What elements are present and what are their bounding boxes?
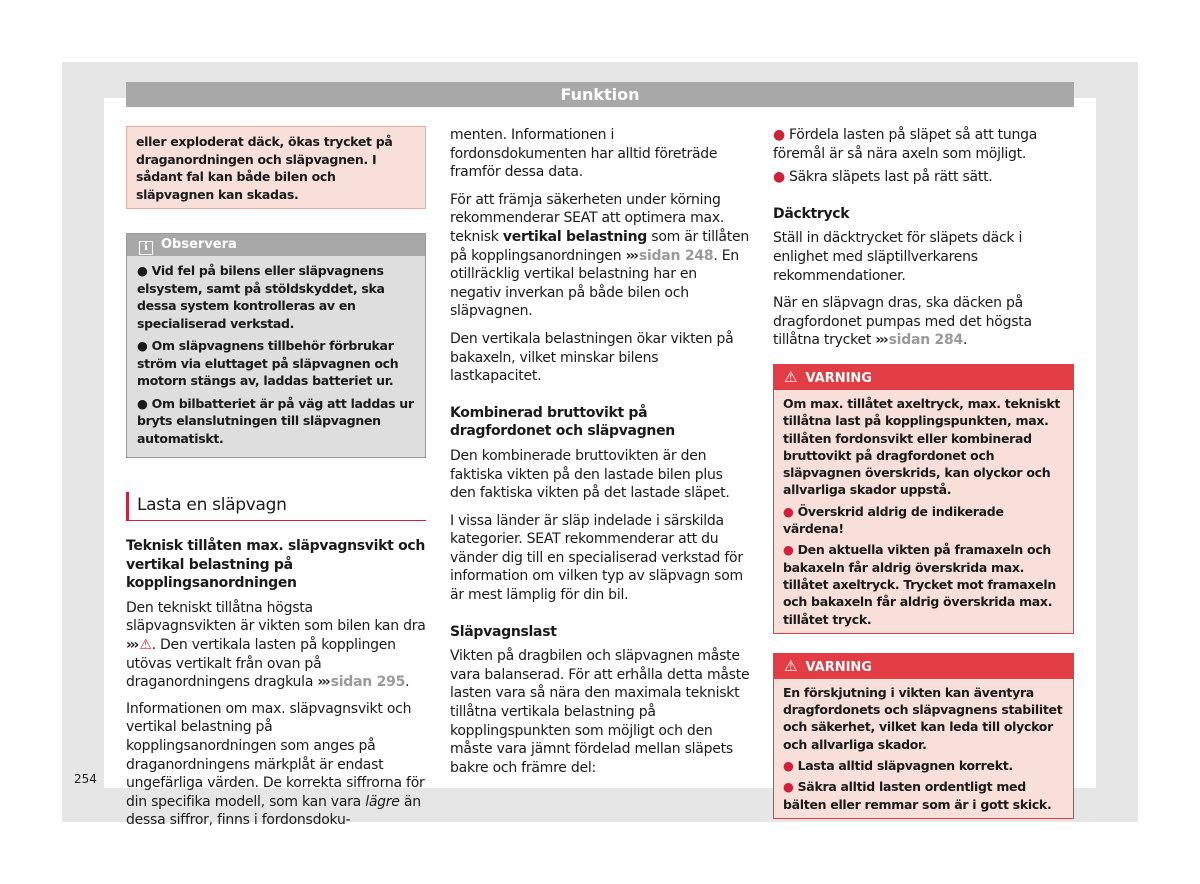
warning-item: ● Lasta alltid släpvagnen korrekt. [783,757,1013,773]
bullet-icon: ● [773,169,785,186]
subheading: Kombinerad bruttovikt på dragfordonet och släpvagnen [450,404,675,440]
warning-item: ● Säkra alltid lasten ordentligt med bälten eller remmar som är i gott skick. [783,779,1052,812]
warning-item: ● Överskrid aldrig de indikerade värdena! [783,503,1004,537]
note-item: ● Om bilbatteriet är på väg att laddas ur bryts elanslutningen till släpvagnen automatiskt. [137,395,414,446]
paragraph: I vissa länder är släp indelade i särskilda kategorier. SEAT rekommenderar att du vänder dig till en specialiserad verkstad för information om vilken typ av släpvagn som är mest lämplig för din bil. [450,512,743,604]
note-title: Observera [161,237,237,252]
warning-body [774,390,1073,633]
warning-box [773,364,1074,634]
note-item: ● Vid fel på bilens eller släpvagnens elsystem, samt på stöldskyddet, ska dessa system kontrolleras av en specialiserad verkstad. [137,263,385,331]
paragraph: För att främja säkerheten under körning rekommenderar SEAT att optimera max. teknisk vertikal belastning som är tillåten på kopplingsanordningen ››› sidan 248. En otillräcklig vertikal belastning har en negativ inverkan på både bilen och släpvagnen. [450,191,749,320]
emphasis: vertikal belastning [502,228,648,245]
bullet-icon: ● [783,503,794,519]
paragraph: Informationen om max. släpvagnsvikt och vertikal belastning på kopplingsanordningen som anges på draganordningens märkplåt är endast ungefärliga värden. De korrekta siffrorna för din specifika modell, som kan vara lägre än dessa siffror, finns i fordonsdoku- [126,700,425,829]
warning-icon: ⚠ [784,656,798,675]
note-body [127,256,425,457]
warning-body [774,679,1073,818]
paragraph: Den kombinerade bruttovikten är den faktiska vikten på den lastade bilen plus den faktiska vikten på det lastade släpet. [450,447,730,502]
paragraph: menten. Informationen i fordonsdokumenten har alltid företräde framför dessa data. [450,127,718,181]
note-item: ● Om släpvagnens tillbehör förbrukar ström via eluttaget på släpvagnen och motorn stängs av, laddas batteriet ur. [137,338,399,388]
bullet-icon: ● [773,127,785,143]
arrows-icon: ››› [875,332,887,349]
warning-header [774,365,1073,390]
info-icon: i [139,241,153,255]
warning-item: ● Den aktuella vikten på framaxeln och bakaxeln får aldrig överskrida max. tillåtet axeltryck. Trycket mot framaxeln och bakaxeln får aldrig överskrida max. tillåtet tryck. [783,542,1056,627]
page-number: 254 [74,772,97,786]
page-link[interactable]: sidan 284 [888,332,964,349]
arrows-icon: ››› [126,636,138,653]
bullet-icon: ● [137,338,148,353]
arrows-icon: ››› [317,674,329,691]
subheading: Teknisk tillåten max. släpvagnsvikt och vertikal belastning på kopplingsanordningen [126,538,426,592]
column-1 [126,126,426,830]
warning-title: VARNING [805,370,872,386]
bullet-icon: ● [783,542,794,558]
section-title: Lasta en släpvagn [126,492,426,521]
paragraph: Ställ in däcktrycket för släpets däck i enlighet med släptillverkarens rekommendationer. [773,230,1023,284]
bullet-icon: ● [137,263,148,278]
arrows-icon: ››› [625,247,637,264]
warning-intro: En förskjutning i vikten kan äventyra dragfordonets och släpvagnens stabilitet och säkerhet, vilket kan leda till olyckor och allvarliga skador. [783,684,1063,752]
paragraph: Vikten på dragbilen och släpvagnen måste vara balanserad. För att erhålla detta måste lasten vara så nära den maximala tekniskt tillåtna vertikala belastning på kopplingspunkten som möjligt och den måste vara jämnt fördelad mellan släpets bakre och främre del: [450,648,750,776]
warning-box [773,653,1074,819]
bullet-icon: ● [783,779,794,795]
emphasis: lägre [365,793,400,810]
warning-intro: Om max. tillåtet axeltryck, max. tekniskt tillåtna last på kopplingspunkten, max. tillåten fordonsvikt eller kombinerad bruttovikt på dragfordonet och släpvagnen överskrids, kan olyckor och allvarliga skador uppstå. [783,395,1061,498]
warning-continuation: eller exploderat däck, ökas trycket på draganordningen och släpvagnen. I sådant fal kan både bilen och släpvagnen kan skadas. [126,126,426,209]
list-item: ● Fördela lasten på släpet så att tunga föremål är så nära axeln som möjligt. [773,127,1038,162]
warning-triangle-icon: ⚠ [139,636,152,653]
subheading: Släpvagnslast [450,623,557,640]
page-link[interactable]: sidan 295 [330,674,406,691]
bullet-icon: ● [783,757,794,773]
paragraph: Den tekniskt tillåtna högsta släpvagnsvikten är vikten som bilen kan dra ››› ⚠. Den vertikala lasten på kopplingen utövas vertikalt från ovan på draganordningens dragkula ››› sidan 295. [126,599,426,691]
warning-icon: ⚠ [784,367,798,386]
warning-header [774,654,1073,679]
paragraph: Den vertikala belastningen ökar vikten på bakaxeln, vilket minskar bilens lastkapacitet. [450,330,734,385]
note-box [126,233,426,458]
column-3 [773,126,1074,819]
column-2 [450,126,750,777]
subheading: Däcktryck [773,205,850,222]
note-header [127,234,425,256]
page-header: Funktion [126,82,1074,107]
bullet-icon: ● [137,395,148,411]
list-item: ● Säkra släpets last på rätt sätt. [773,169,993,186]
warning-title: VARNING [805,659,872,675]
page-link[interactable]: sidan 248 [638,247,714,264]
paragraph: När en släpvagn dras, ska däcken på dragfordonet pumpas med det högsta tillåtna trycket ››› sidan 284. [773,295,1032,349]
